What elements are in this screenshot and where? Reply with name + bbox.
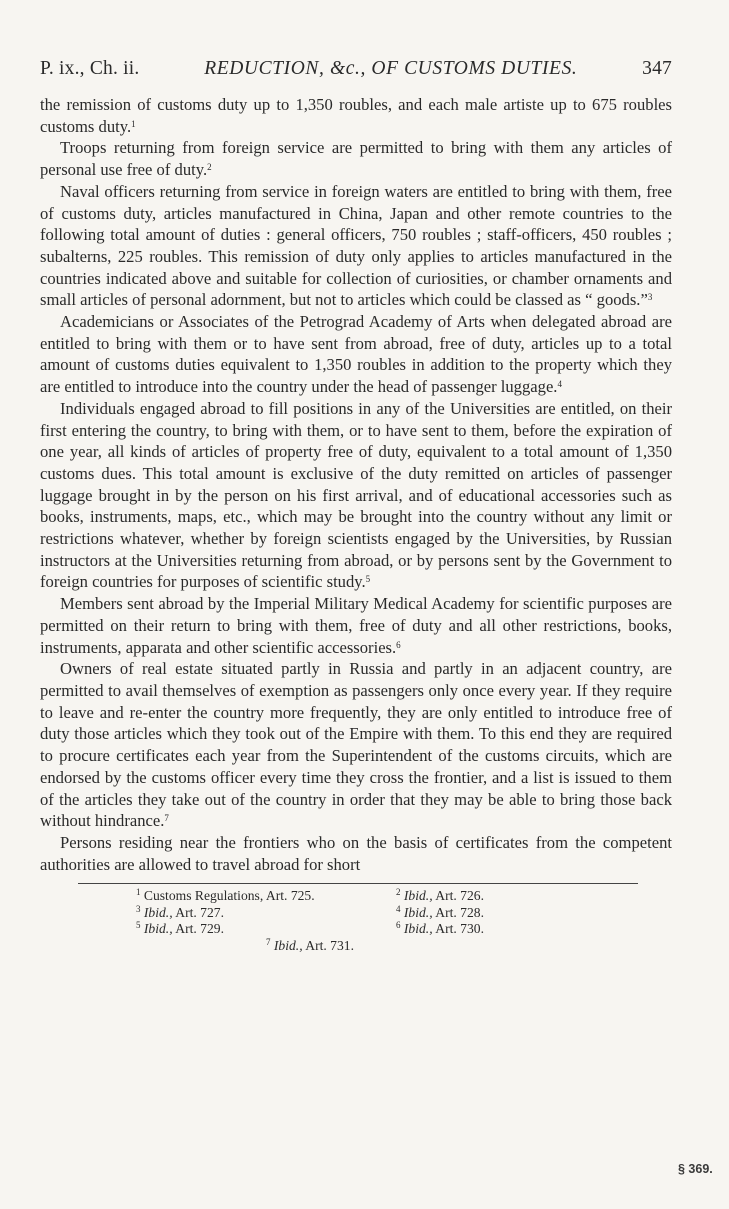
paragraph: Individuals engaged abroad to fill positions in any of the Universities are entitled, on their first entering the country, to bring with them, or to have sent to them, before the expiration of one year, all kinds of articles of property free of duty, equivalent to a total amount of 1,350 customs dues. This total amount is exclusive of the duty remitted on articles of passenger luggage brought in by the person on his first arrival, and of educational accessories such as books, instruments, maps, etc., which may be brought into the country without any limit or restrictions whatever, whether by foreign scientists engaged by the Universities, by Russian instructors at the Universities returning from abroad, or by persons sent by the Government to foreign countries for purposes of scientific study.$^5$ — [40, 398, 672, 592]
footnote-ref: 6 — [396, 639, 401, 650]
paragraph: Academicians or Associates of the Petrograd Academy of Arts when delegated abroad are entitled to bring with them or to have sent from abroad, free of duty, articles up to a total amount of customs duties equivalent to 1,350 roubles in addition to the property which they are entitled to introduce into the country under the head of passenger luggage.$^4$ — [40, 312, 672, 397]
paragraph: Troops returning from foreign service are permitted to bring with them any articles of personal use free of duty.$^2$ — [40, 138, 672, 180]
page-number: 347 — [642, 58, 672, 79]
book-page — [40, 58, 672, 954]
paragraph: Members sent abroad by the Imperial Military Medical Academy for scientific purposes are permitted on their return to bring with them, free of duty and all other restrictions, books, instruments, apparata and other scientific accessories.$^6$ — [40, 594, 672, 657]
footnote: $^3$ Ibid., Art. 727. — [136, 903, 224, 920]
footnote-divider — [78, 883, 638, 884]
running-header — [40, 58, 672, 80]
footnote: $^2$ Ibid., Art. 726. — [396, 887, 484, 904]
paragraph: Owners of real estate situated partly in Russia and partly in an adjacent country, are permitted to avail themselves of exemption as passengers only once every year. If they require to leave and re-enter the country more frequently, they are only entitled to introduce free of duty those articles which they took out of the Empire with them. To this end they are required to procure certificates each year from the Superintendent of the customs circuits, which are endorsed by the customs officer every time they cross the frontier, and a list is issued to them of the articles they take out of the country in order that they may be able to bring those back without hindrance.$^7$ — [40, 659, 672, 831]
footnote-row — [136, 921, 672, 937]
footnote-ref: 5 — [365, 574, 371, 585]
footnote: $^4$ Ibid., Art. 728. — [396, 903, 484, 920]
footnote: $^5$ Ibid., Art. 729. — [136, 920, 224, 937]
footnote-ref: 2 — [207, 162, 212, 173]
footnote-ref: 3 — [647, 292, 653, 303]
footnote-ref: 7 — [164, 813, 169, 824]
footnotes — [136, 888, 672, 954]
footnote-row — [136, 888, 672, 904]
footnote: $^7$ Ibid., Art. 731. — [266, 936, 354, 953]
footnote: $^1$ Customs Regulations, Art. 725. — [136, 887, 315, 904]
paragraph: Persons residing near the frontiers who on the basis of certificates from the competent authorities are allowed to travel abroad for short — [40, 832, 672, 874]
footnote: $^6$ Ibid., Art. 730. — [396, 920, 484, 937]
running-title: REDUCTION, &c., OF CUSTOMS DUTIES. — [204, 58, 578, 79]
body-text — [40, 94, 672, 875]
paragraph: the remission of customs duty up to 1,350 roubles, and each male artiste up to 675 roubles customs duty.$^1$ — [40, 95, 672, 136]
section-mark: § 369. — [678, 1162, 713, 1176]
paragraph: Naval officers returning from service in foreign waters are entitled to bring with them, free of customs duty, articles manufactured in China, Japan and other remote countries to the following total amount of duties : general officers, 750 roubles ; staff-officers, 450 roubles ; subalterns, 225 roubles. This remission of duty only applies to articles manufactured in the countries indicated above and suitable for collection of curiosities, or chamber ornaments and small articles of personal adornment, but not to articles which could be classed as “ goods.”$^3$ — [40, 181, 672, 310]
footnote-ref: 1 — [131, 118, 136, 129]
footnote-row — [136, 905, 672, 921]
chapter-reference: P. ix., Ch. ii. — [40, 58, 140, 79]
footnote-ref: 4 — [557, 379, 562, 390]
